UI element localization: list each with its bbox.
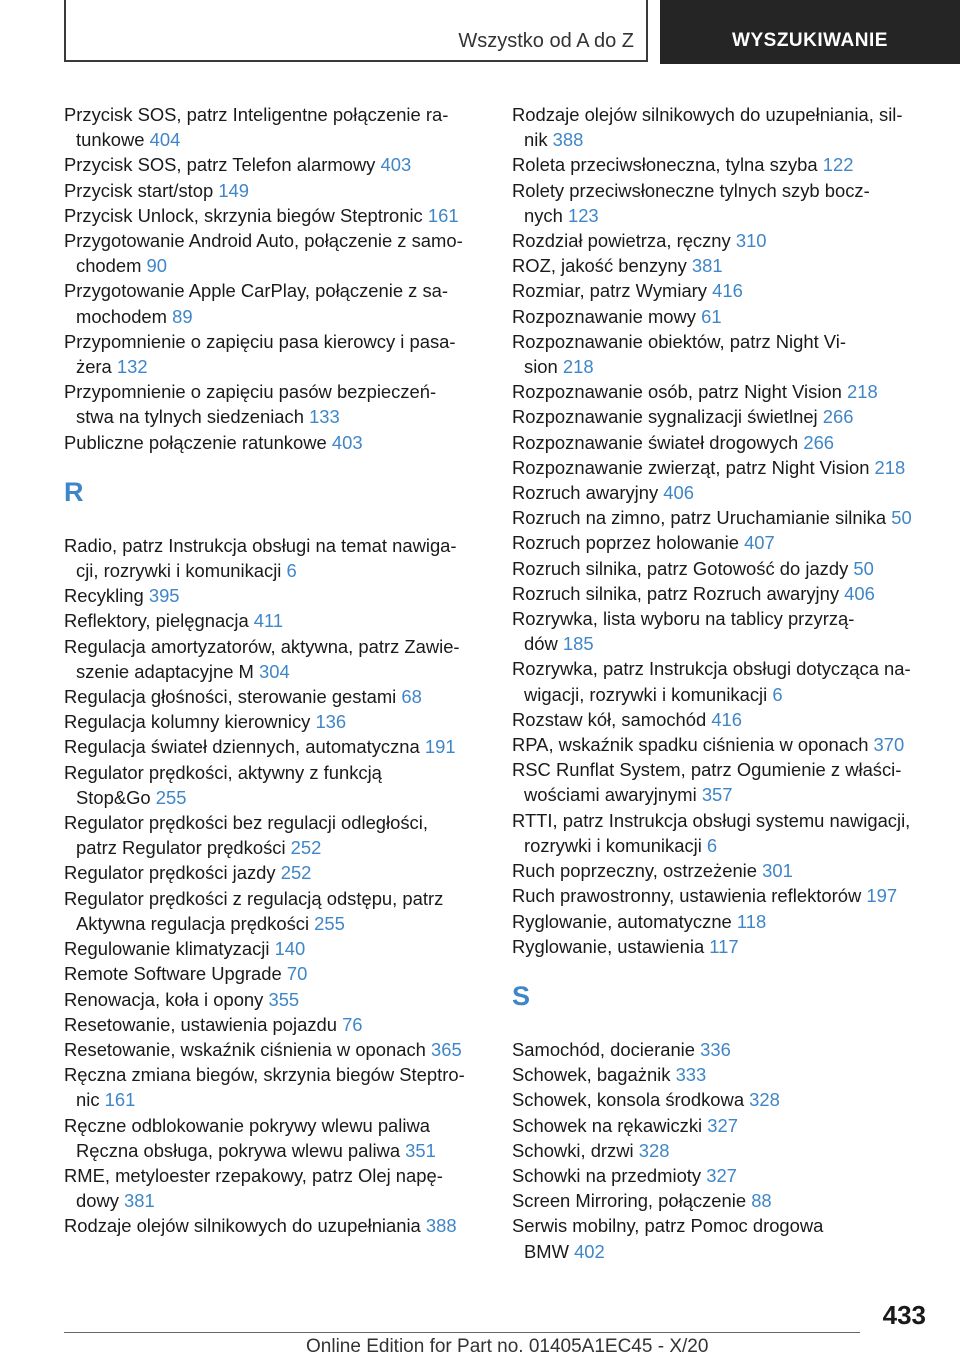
index-entry (512, 732, 932, 757)
entry-text: Samochód, docieranie (512, 1038, 701, 1060)
entry-text: RPA, wskaźnik spadku ciśnienia w oponach (512, 734, 874, 756)
entry-text: Radio, patrz Instrukcja obsługi na temat nawiga- (64, 534, 457, 556)
page-link[interactable]: 50 (853, 557, 874, 579)
entry-text: Rolety przeciwsłoneczne tylnych szyb bocz- (512, 179, 870, 201)
page-link[interactable]: 266 (822, 406, 854, 428)
index-entry (64, 583, 484, 608)
index-entry (512, 757, 932, 807)
page-link[interactable]: 252 (280, 862, 312, 884)
index-entry (512, 278, 932, 303)
index-entry (64, 1113, 484, 1163)
entry-text: Przycisk SOS, patrz Inteligentne połączenie ra- (64, 104, 449, 125)
page-link[interactable]: 255 (314, 912, 345, 934)
entry-text: Ruch poprzeczny, ostrzeżenie (512, 860, 763, 882)
page-link[interactable]: 388 (425, 1215, 457, 1237)
index-entry (64, 810, 484, 860)
page-link[interactable]: 301 (762, 860, 793, 882)
entry-text: Roleta przeciwsłoneczna, tylna szyba (512, 154, 823, 176)
index-entry (512, 480, 932, 505)
entry-text: RTTI, patrz Instrukcja obsługi systemu nawigacji, (512, 809, 911, 831)
page-link[interactable]: 6 (286, 560, 297, 582)
index-entry (512, 606, 932, 656)
page-link[interactable]: 161 (427, 204, 459, 226)
entry-text: Rozstaw kół, samochód (512, 708, 712, 730)
page-link[interactable]: 6 (772, 683, 783, 705)
entry-text: Przypomnienie o zapięciu pasa kierowcy i pasa- (64, 330, 456, 352)
page-link[interactable]: 133 (309, 406, 340, 428)
entry-text: Remote Software Upgrade (64, 963, 287, 985)
page-link[interactable]: 406 (663, 482, 694, 504)
page-link[interactable]: 123 (567, 204, 599, 226)
entry-text: Regulacja świateł dziennych, automatyczna (64, 736, 425, 758)
entry-text: Przygotowanie Apple CarPlay, połączenie z sa- (64, 280, 449, 302)
index-entry (64, 1037, 484, 1062)
index-entry (512, 1113, 932, 1138)
page-link[interactable]: 6 (706, 834, 718, 856)
entry-text: Ryglowanie, ustawienia (512, 935, 710, 957)
index-entry (64, 1163, 484, 1213)
entry-text: szenie adaptacyjne M (76, 660, 259, 682)
page-link[interactable]: 395 (148, 585, 180, 607)
page-link[interactable]: 50 (891, 507, 912, 529)
entry-text: mochodem (76, 305, 173, 327)
page-link[interactable]: 336 (700, 1038, 731, 1060)
index-entry (512, 253, 932, 278)
page-link[interactable]: 388 (552, 129, 584, 151)
entry-text: BMW (524, 1240, 575, 1262)
entry-text: Regulator prędkości jazdy (64, 862, 281, 884)
index-entry (512, 909, 932, 934)
index-entry (64, 634, 484, 684)
index-entry (512, 1037, 932, 1062)
index-entry (64, 102, 484, 152)
entry-text: Schowki na przedmioty (512, 1164, 707, 1186)
entry-text: Reflektory, pielęgnacja (64, 610, 254, 632)
entry-text: Resetowanie, ustawienia pojazdu (64, 1013, 343, 1035)
entry-text: Schowek, bagażnik (512, 1064, 676, 1086)
entry-text: Przycisk SOS, patrz Telefon alarmowy (64, 154, 381, 176)
index-entry (512, 178, 932, 228)
page-link[interactable]: 140 (274, 938, 306, 960)
page-link[interactable]: 404 (149, 129, 181, 151)
index-entry (64, 961, 484, 986)
page-link[interactable]: 355 (268, 988, 300, 1010)
entry-text: Przycisk Unlock, skrzynia biegów Steptronic (64, 204, 428, 226)
page-link[interactable]: 61 (701, 305, 722, 327)
index-entry (512, 1188, 932, 1213)
index-entry (64, 1012, 484, 1037)
entry-text: Przygotowanie Android Auto, połączenie z samo- (64, 230, 463, 252)
index-letter-heading: S (512, 980, 531, 1011)
entry-text: Rozrywka, patrz Instrukcja obsługi dotycząca na- (512, 658, 911, 680)
index-entry (512, 304, 932, 329)
entry-text: Rodzaje olejów silnikowych do uzupełniania (64, 1215, 426, 1237)
entry-text: żera (76, 356, 117, 378)
index-entry (512, 1087, 932, 1112)
entry-text: Ręczna zmiana biegów, skrzynia biegów Steptro- (64, 1064, 465, 1086)
page-link[interactable]: 357 (701, 784, 733, 806)
entry-text: stwa na tylnych siedzeniach (76, 406, 310, 428)
entry-text: tunkowe (76, 129, 150, 151)
entry-text: Schowki, drzwi (512, 1139, 639, 1161)
page-link[interactable]: 416 (712, 280, 743, 302)
page-link[interactable]: 381 (124, 1190, 155, 1212)
entry-text: rozrywki i komunikacji (524, 834, 707, 856)
index-entry (64, 987, 484, 1012)
entry-text: patrz Regulator prędkości (76, 837, 291, 859)
page-number: 433 (882, 1300, 926, 1330)
index-entry (64, 430, 484, 455)
entry-text: nic (76, 1089, 105, 1111)
page-link[interactable]: 118 (736, 910, 767, 932)
index-entry (512, 1213, 932, 1263)
entry-text: Regulacja kolumny kierownicy (64, 711, 316, 733)
entry-text: Rozpoznawanie sygnalizacji świetlnej (512, 406, 823, 428)
index-entry (512, 656, 932, 706)
entry-text: dów (524, 633, 563, 655)
index-entry (512, 228, 932, 253)
index-entry (64, 860, 484, 885)
page-link[interactable]: 381 (691, 255, 723, 277)
page-link[interactable]: 365 (431, 1038, 462, 1060)
page-link[interactable]: 402 (574, 1240, 605, 1262)
page-link[interactable]: 161 (104, 1089, 136, 1111)
page-link[interactable]: 304 (259, 660, 290, 682)
entry-text: Rozpoznawanie obiektów, patrz Night Vi- (512, 330, 846, 352)
entry-text: Rozmiar, patrz Wymiary (512, 280, 713, 302)
entry-text: Rozpoznawanie zwierząt, patrz Night Vision (512, 456, 875, 478)
page-link[interactable]: 68 (401, 686, 422, 708)
page-link[interactable]: 333 (675, 1064, 707, 1086)
page-link[interactable]: 351 (405, 1139, 436, 1161)
entry-text: Rozruch silnika, patrz Rozruch awaryjny (512, 582, 845, 604)
index-entry (64, 709, 484, 734)
page-link[interactable]: 117 (709, 935, 739, 957)
entry-text: Publiczne połączenie ratunkowe (64, 431, 332, 453)
index-entry (512, 329, 932, 379)
entry-text: wigacji, rozrywki i komunikacji (524, 683, 773, 705)
index-entry (512, 581, 932, 606)
entry-text: Schowek, konsola środkowa (512, 1089, 750, 1111)
index-entry (512, 152, 932, 177)
page-link[interactable]: 328 (638, 1139, 670, 1161)
index-entry (64, 684, 484, 709)
page-link[interactable]: 185 (562, 633, 594, 655)
entry-text: Rozpoznawanie świateł drogowych (512, 431, 804, 453)
page-link[interactable]: 218 (874, 456, 906, 478)
entry-text: RSC Runflat System, patrz Ogumienie z właści- (512, 759, 902, 781)
page-link[interactable]: 191 (424, 736, 456, 758)
tab-a-to-z[interactable]: Wszystko od A do Z (64, 0, 648, 62)
index-entry (512, 934, 932, 959)
index-entry (512, 505, 932, 530)
index-entry (64, 152, 484, 177)
entry-text: RME, metyloester rzepakowy, patrz Olej napę- (64, 1164, 443, 1186)
index-entry (64, 278, 484, 328)
entry-text: Przycisk start/stop (64, 179, 219, 201)
index-entry (64, 760, 484, 810)
page-link[interactable]: 327 (706, 1164, 737, 1186)
entry-text: nych (524, 204, 568, 226)
entry-text: Screen Mirroring, połączenie (512, 1190, 752, 1212)
index-entry (64, 203, 484, 228)
index-entry (64, 329, 484, 379)
index-entry (64, 178, 484, 203)
index-entry (512, 430, 932, 455)
entry-text: dowy (76, 1190, 125, 1212)
index-entry (512, 883, 932, 908)
tab-search[interactable]: WYSZUKIWANIE (660, 0, 960, 64)
page-link[interactable]: 218 (562, 356, 594, 378)
entry-text: Stop&Go (76, 786, 156, 808)
entry-text: Regulator prędkości z regulacją odstępu, patrz (64, 887, 444, 909)
index-entry (512, 530, 932, 555)
entry-text: cji, rozrywki i komunikacji (76, 560, 287, 582)
entry-text: sion (524, 356, 563, 378)
index-entry (512, 1062, 932, 1087)
index-entry (64, 734, 484, 759)
page-link[interactable]: 416 (711, 708, 743, 730)
entry-text: Aktywna regulacja prędkości (76, 912, 315, 934)
entry-text: Resetowanie, wskaźnik ciśnienia w oponach (64, 1038, 431, 1060)
page-link[interactable]: 328 (749, 1089, 780, 1111)
footer-edition: Online Edition for Part no. 01405A1EC45 - X/20 (306, 1336, 709, 1357)
page-link[interactable]: 89 (172, 305, 193, 327)
page-link[interactable]: 90 (146, 255, 168, 277)
page-link[interactable]: 327 (707, 1114, 738, 1136)
index-entry (512, 1163, 932, 1188)
page-link[interactable]: 76 (342, 1013, 363, 1035)
index-column-left (64, 102, 484, 1239)
entry-text: wościami awaryjnymi (524, 784, 702, 806)
page-link[interactable]: 132 (116, 356, 148, 378)
entry-text: Regulowanie klimatyzacji (64, 938, 275, 960)
index-entry (64, 886, 484, 936)
entry-text: Renowacja, koła i opony (64, 988, 269, 1010)
index-entry (512, 707, 932, 732)
entry-text: Regulator prędkości, aktywny z funkcją (64, 761, 382, 783)
index-column-right (512, 102, 932, 1264)
index-entry (512, 808, 932, 858)
index-entry (512, 102, 932, 152)
entry-text: Regulacja głośności, sterowanie gestami (64, 686, 402, 708)
entry-text: Rozruch poprzez holowanie (512, 532, 745, 554)
page-link[interactable]: 88 (751, 1190, 772, 1212)
entry-text: Rozruch awaryjny (512, 482, 664, 504)
page-link[interactable]: 310 (735, 230, 767, 252)
footer-divider (64, 1332, 860, 1333)
index-entry (512, 404, 932, 429)
entry-text: Regulacja amortyzatorów, aktywna, patrz Zawie- (64, 635, 460, 657)
entry-text: Ręczna obsługa, pokrywa wlewu paliwa (76, 1139, 406, 1161)
page-link[interactable]: 136 (315, 711, 347, 733)
entry-text: Rodzaje olejów silnikowych do uzupełniania, sil- (512, 104, 903, 125)
index-entry (64, 1213, 484, 1238)
entry-text: Przypomnienie o zapięciu pasów bezpieczeń- (64, 381, 437, 403)
index-entry (512, 556, 932, 581)
index-entry (512, 379, 932, 404)
entry-text: ROZ, jakość benzyny (512, 255, 692, 277)
page-link[interactable]: 411 (253, 610, 284, 632)
entry-text: Rozruch silnika, patrz Gotowość do jazdy (512, 557, 854, 579)
index-entry (512, 1138, 932, 1163)
entry-text: nik (524, 129, 553, 151)
entry-text: chodem (76, 255, 147, 277)
index-entry (512, 455, 932, 480)
index-entry (64, 379, 484, 429)
index-entry (64, 533, 484, 583)
entry-text: Recykling (64, 585, 149, 607)
entry-text: Ryglowanie, automatyczne (512, 910, 737, 932)
page-link[interactable]: 122 (822, 154, 854, 176)
entry-text: Serwis mobilny, patrz Pomoc drogowa (512, 1215, 824, 1237)
entry-text: Rozpoznawanie osób, patrz Night Vision (512, 381, 847, 403)
page-link[interactable]: 403 (380, 154, 412, 176)
page-link[interactable]: 370 (873, 734, 905, 756)
page-link[interactable]: 218 (846, 381, 878, 403)
page-link[interactable]: 149 (218, 179, 249, 201)
index-entry (64, 1062, 484, 1112)
page-link[interactable]: 403 (331, 431, 363, 453)
index-entry (512, 858, 932, 883)
page-link[interactable]: 255 (155, 786, 187, 808)
entry-text: Schowek na rękawiczki (512, 1114, 708, 1136)
page-link[interactable]: 266 (803, 431, 835, 453)
index-entry (64, 936, 484, 961)
page-link[interactable]: 70 (286, 963, 308, 985)
entry-text: Ruch prawostronny, ustawienia reflektorów (512, 885, 867, 907)
index-entry (64, 228, 484, 278)
entry-text: Rozruch na zimno, patrz Uruchamianie silnika (512, 507, 892, 529)
entry-text: Ręczne odblokowanie pokrywy wlewu paliwa (64, 1114, 430, 1136)
entry-text: Rozrywka, lista wyboru na tablicy przyrzą- (512, 608, 855, 630)
entry-text: Regulator prędkości bez regulacji odległości, (64, 812, 428, 834)
page-link[interactable]: 197 (866, 885, 898, 907)
header-tabs (64, 0, 960, 64)
entry-text: Rozdział powietrza, ręczny (512, 230, 736, 252)
entry-text: Rozpoznawanie mowy (512, 305, 702, 327)
index-letter-heading: R (64, 476, 84, 507)
page-link[interactable]: 407 (744, 532, 775, 554)
page-link[interactable]: 252 (290, 837, 322, 859)
index-entry (64, 608, 484, 633)
page-link[interactable]: 406 (844, 582, 875, 604)
